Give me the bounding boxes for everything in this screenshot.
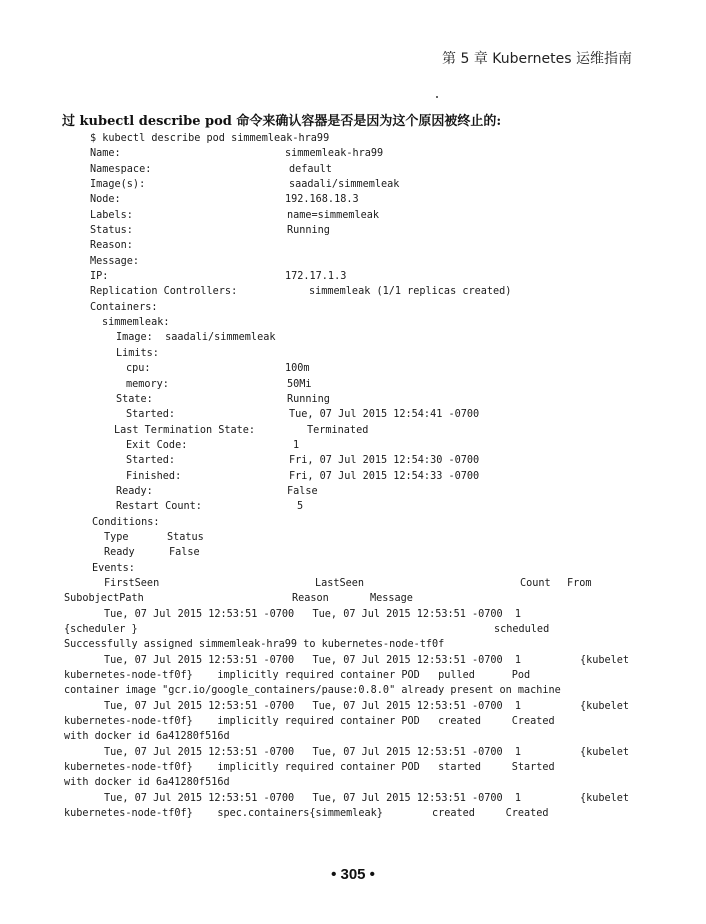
code-segment: Node: xyxy=(90,194,121,206)
code-segment: Tue, 07 Jul 2015 12:53:51 -0700 Tue, 07 Jul 2015 12:53:51 -0700 1 xyxy=(104,608,522,620)
code-line xyxy=(0,162,706,177)
code-segment: False xyxy=(287,485,318,497)
code-line xyxy=(0,346,706,361)
code-line xyxy=(0,469,706,484)
code-line xyxy=(0,668,706,683)
code-line xyxy=(0,729,706,744)
code-segment: simmemleak-hra99 xyxy=(285,148,384,160)
code-segment: memory: xyxy=(126,378,169,390)
code-segment: kubernetes-node-tf0f} implicitly required container POD pulled Pod xyxy=(64,670,531,682)
code-line xyxy=(0,392,706,407)
code-line xyxy=(0,330,706,345)
code-segment: Ready: xyxy=(116,485,153,497)
code-segment: Started: xyxy=(126,409,176,421)
code-segment: name=simmemleak xyxy=(287,209,380,221)
code-line xyxy=(0,622,706,637)
code-line xyxy=(0,576,706,591)
code-segment: container image "gcr.io/google_containers/pause:0.8.0" already present on machine xyxy=(64,685,561,697)
chapter-header: 第 5 章 Kubernetes 运维指南 xyxy=(442,51,632,67)
code-line xyxy=(0,714,706,729)
code-segment: {kubelet xyxy=(580,746,630,758)
code-line xyxy=(0,791,706,806)
code-line xyxy=(0,591,706,606)
code-segment: Restart Count: xyxy=(116,501,202,513)
code-segment: FirstSeen xyxy=(104,577,160,589)
code-segment: False xyxy=(169,547,200,559)
code-segment: Containers: xyxy=(90,301,158,313)
code-segment: Tue, 07 Jul 2015 12:53:51 -0700 Tue, 07 Jul 2015 12:53:51 -0700 1 xyxy=(104,792,522,804)
code-segment: simmemleak (1/1 replicas created) xyxy=(309,286,512,298)
code-line xyxy=(0,683,706,698)
code-segment: $ kubectl describe pod simmemleak-hra99 xyxy=(90,133,330,144)
code-segment: Namespace: xyxy=(90,163,152,175)
code-segment: kubernetes-node-tf0f} spec.containers{simmemleak} created Created xyxy=(64,808,549,820)
code-segment: kubernetes-node-tf0f} implicitly required container POD created Created xyxy=(64,716,555,728)
code-segment: {kubelet xyxy=(580,700,630,712)
code-line xyxy=(0,208,706,223)
code-segment: 1 xyxy=(293,439,300,451)
code-segment: Reason: xyxy=(90,240,133,252)
code-line xyxy=(0,515,706,530)
code-segment: 192.168.18.3 xyxy=(285,194,359,206)
code-line xyxy=(0,177,706,192)
code-segment: Ready xyxy=(104,547,135,559)
code-line xyxy=(0,530,706,545)
code-line xyxy=(0,453,706,468)
code-segment: Count xyxy=(520,577,551,589)
code-line xyxy=(0,300,706,315)
code-segment: {kubelet xyxy=(580,792,630,804)
code-segment: 172.17.1.3 xyxy=(285,271,347,283)
code-segment: Status xyxy=(167,531,204,543)
code-segment: Events: xyxy=(92,562,135,574)
page-number: • 305 • xyxy=(331,866,375,883)
code-line xyxy=(0,637,706,652)
code-line xyxy=(0,284,706,299)
code-segment: Image: saadali/simmemleak xyxy=(116,332,276,344)
code-segment: Terminated xyxy=(307,424,369,436)
code-line xyxy=(0,315,706,330)
code-segment: {kubelet xyxy=(580,654,630,666)
code-segment: Fri, 07 Jul 2015 12:54:33 -0700 xyxy=(289,470,480,482)
code-segment: {scheduler } xyxy=(64,624,138,635)
code-segment: default xyxy=(289,163,332,175)
code-segment: From xyxy=(567,577,592,589)
code-line xyxy=(0,499,706,514)
code-block xyxy=(0,131,706,821)
code-line xyxy=(0,699,706,714)
code-segment: Running xyxy=(287,225,330,237)
code-line xyxy=(0,561,706,576)
code-segment: State: xyxy=(116,393,153,405)
code-segment: 100m xyxy=(285,363,310,375)
code-line xyxy=(0,423,706,438)
code-segment: Message xyxy=(370,593,413,605)
code-segment: Replication Controllers: xyxy=(90,286,238,298)
code-segment: Status: xyxy=(90,225,133,237)
code-segment: Running xyxy=(287,393,330,405)
code-segment: 5 xyxy=(297,501,304,513)
code-segment: IP: xyxy=(90,271,109,283)
code-segment: scheduled xyxy=(494,624,550,635)
code-segment: Successfully assigned simmemleak-hra99 to kubernetes-node-tf0f xyxy=(64,639,445,651)
code-line xyxy=(0,607,706,622)
code-segment: saadali/simmemleak xyxy=(289,179,400,191)
code-line xyxy=(0,806,706,821)
code-segment: Tue, 07 Jul 2015 12:53:51 -0700 Tue, 07 Jul 2015 12:53:51 -0700 1 xyxy=(104,746,522,758)
code-line xyxy=(0,131,706,146)
code-line xyxy=(0,438,706,453)
code-segment: Finished: xyxy=(126,470,182,482)
code-segment: Conditions: xyxy=(92,516,160,528)
code-segment: Image(s): xyxy=(90,179,146,191)
code-segment: LastSeen xyxy=(315,577,365,589)
code-line xyxy=(0,484,706,499)
code-line xyxy=(0,269,706,284)
code-segment: simmemleak: xyxy=(102,317,170,329)
code-line xyxy=(0,653,706,668)
code-segment: 50Mi xyxy=(287,378,312,390)
scan-dot xyxy=(436,96,438,98)
code-segment: Started: xyxy=(126,455,176,467)
code-line xyxy=(0,760,706,775)
code-segment: Limits: xyxy=(116,347,159,359)
code-segment: Type xyxy=(104,531,129,543)
code-line xyxy=(0,146,706,161)
code-line xyxy=(0,377,706,392)
code-segment: Tue, 07 Jul 2015 12:53:51 -0700 Tue, 07 Jul 2015 12:53:51 -0700 1 xyxy=(104,654,522,666)
code-segment: Fri, 07 Jul 2015 12:54:30 -0700 xyxy=(289,455,480,467)
code-segment: Tue, 07 Jul 2015 12:53:51 -0700 Tue, 07 Jul 2015 12:53:51 -0700 1 xyxy=(104,700,522,712)
intro-text: 过 kubectl describe pod 命令来确认容器是否是因为这个原因被终止的: xyxy=(62,114,502,129)
code-segment: kubernetes-node-tf0f} implicitly required container POD started Started xyxy=(64,762,555,774)
code-segment: cpu: xyxy=(126,363,151,375)
code-segment: with docker id 6a41280f516d xyxy=(64,777,230,789)
code-segment: SubobjectPath xyxy=(64,593,144,605)
code-line xyxy=(0,545,706,560)
code-segment: Reason xyxy=(292,593,329,605)
code-line xyxy=(0,775,706,790)
code-segment: with docker id 6a41280f516d xyxy=(64,731,230,743)
code-segment: Message: xyxy=(90,255,140,267)
code-line xyxy=(0,192,706,207)
code-line xyxy=(0,745,706,760)
code-line xyxy=(0,407,706,422)
code-segment: Labels: xyxy=(90,209,133,221)
code-line xyxy=(0,238,706,253)
code-segment: Exit Code: xyxy=(126,439,188,451)
code-line xyxy=(0,254,706,269)
code-segment: Name: xyxy=(90,148,121,160)
code-segment: Last Termination State: xyxy=(114,424,256,436)
code-segment: Tue, 07 Jul 2015 12:54:41 -0700 xyxy=(289,409,480,421)
code-line xyxy=(0,223,706,238)
code-line xyxy=(0,361,706,376)
